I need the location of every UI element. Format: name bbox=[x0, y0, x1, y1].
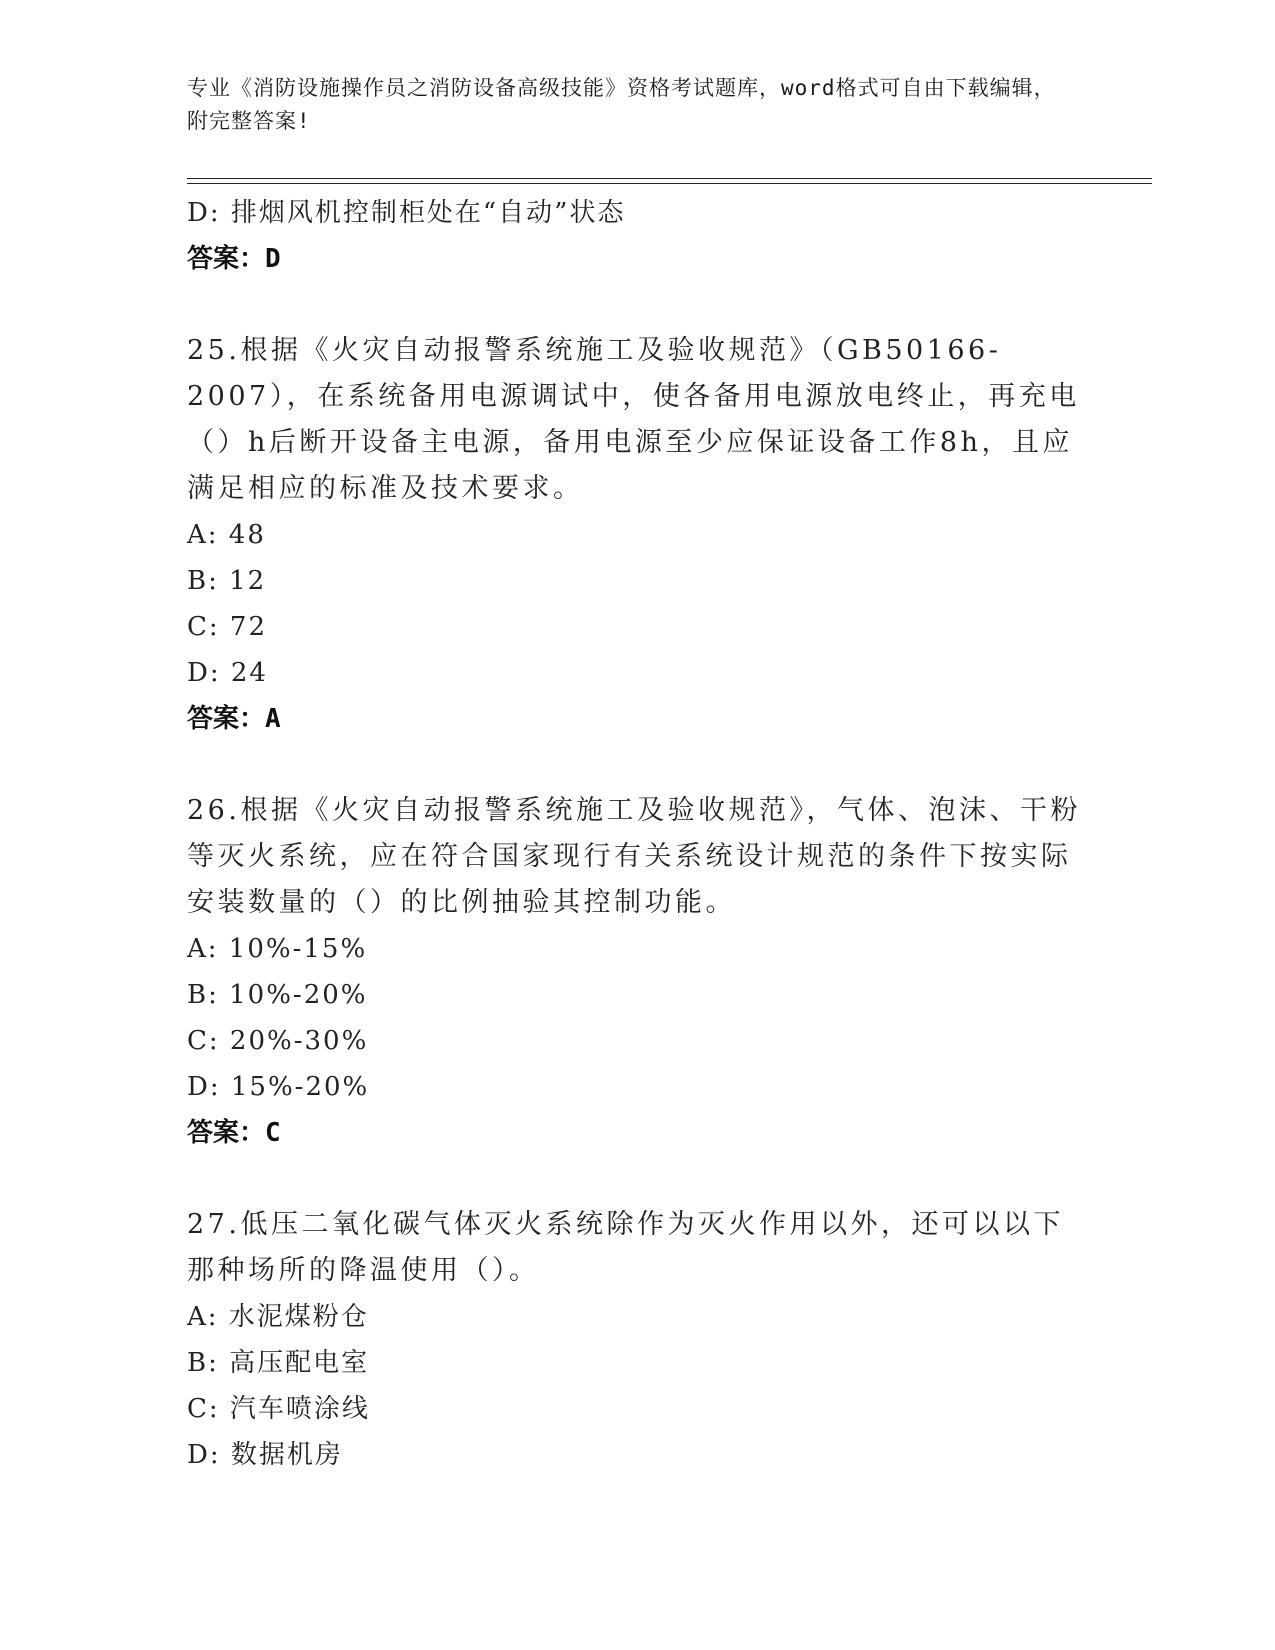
document-header: 专业《消防设施操作员之消防设备高级技能》资格考试题库，word格式可自由下载编辑，附完整答案! bbox=[187, 76, 1056, 133]
question-25 bbox=[187, 328, 1087, 742]
option-a: A: 水泥煤粉仓 bbox=[187, 1302, 369, 1332]
option-c: C: 汽车喷涂线 bbox=[187, 1394, 370, 1424]
answer-label: 答案：D bbox=[187, 244, 281, 274]
option-c: C: 72 bbox=[187, 612, 268, 642]
option-d: D: 排烟风机控制柜处在“自动”状态 bbox=[187, 198, 626, 228]
question-27 bbox=[187, 1202, 1087, 1478]
option-b: B: 12 bbox=[187, 566, 267, 596]
option-c: C: 20%-30% bbox=[187, 1026, 369, 1056]
option-d: D: 数据机房 bbox=[187, 1440, 343, 1470]
header-divider-top bbox=[187, 178, 1152, 179]
question-stem: 27.低压二氧化碳气体灭火系统除作为灭火作用以外，还可以以下那种场所的降温使用（）。 bbox=[187, 1209, 1064, 1286]
previous-question-tail bbox=[187, 190, 1087, 282]
answer-label: 答案：A bbox=[187, 704, 281, 734]
question-stem: 25.根据《火灾自动报警系统施工及验收规范》（GB50166-2007），在系统备用电源调试中，使各备用电源放电终止，再充电（）h后断开设备主电源，备用电源至少应保证设备工作8h，且应满足相应的标准及技术要求。 bbox=[187, 335, 1080, 504]
option-a: A: 10%-15% bbox=[187, 934, 368, 964]
option-b: B: 10%-20% bbox=[187, 980, 368, 1010]
option-d: D: 15%-20% bbox=[187, 1072, 370, 1102]
question-stem: 26.根据《火灾自动报警系统施工及验收规范》，气体、泡沫、干粉等灭火系统，应在符合国家现行有关系统设计规范的条件下按实际安装数量的（）的比例抽验其控制功能。 bbox=[187, 795, 1081, 918]
answer-label: 答案：C bbox=[187, 1118, 281, 1148]
header-divider-bottom bbox=[187, 183, 1152, 184]
option-b: B: 高压配电室 bbox=[187, 1348, 370, 1378]
option-d: D: 24 bbox=[187, 658, 268, 688]
option-a: A: 48 bbox=[187, 520, 266, 550]
question-26 bbox=[187, 788, 1087, 1156]
question-content bbox=[187, 190, 1087, 1478]
